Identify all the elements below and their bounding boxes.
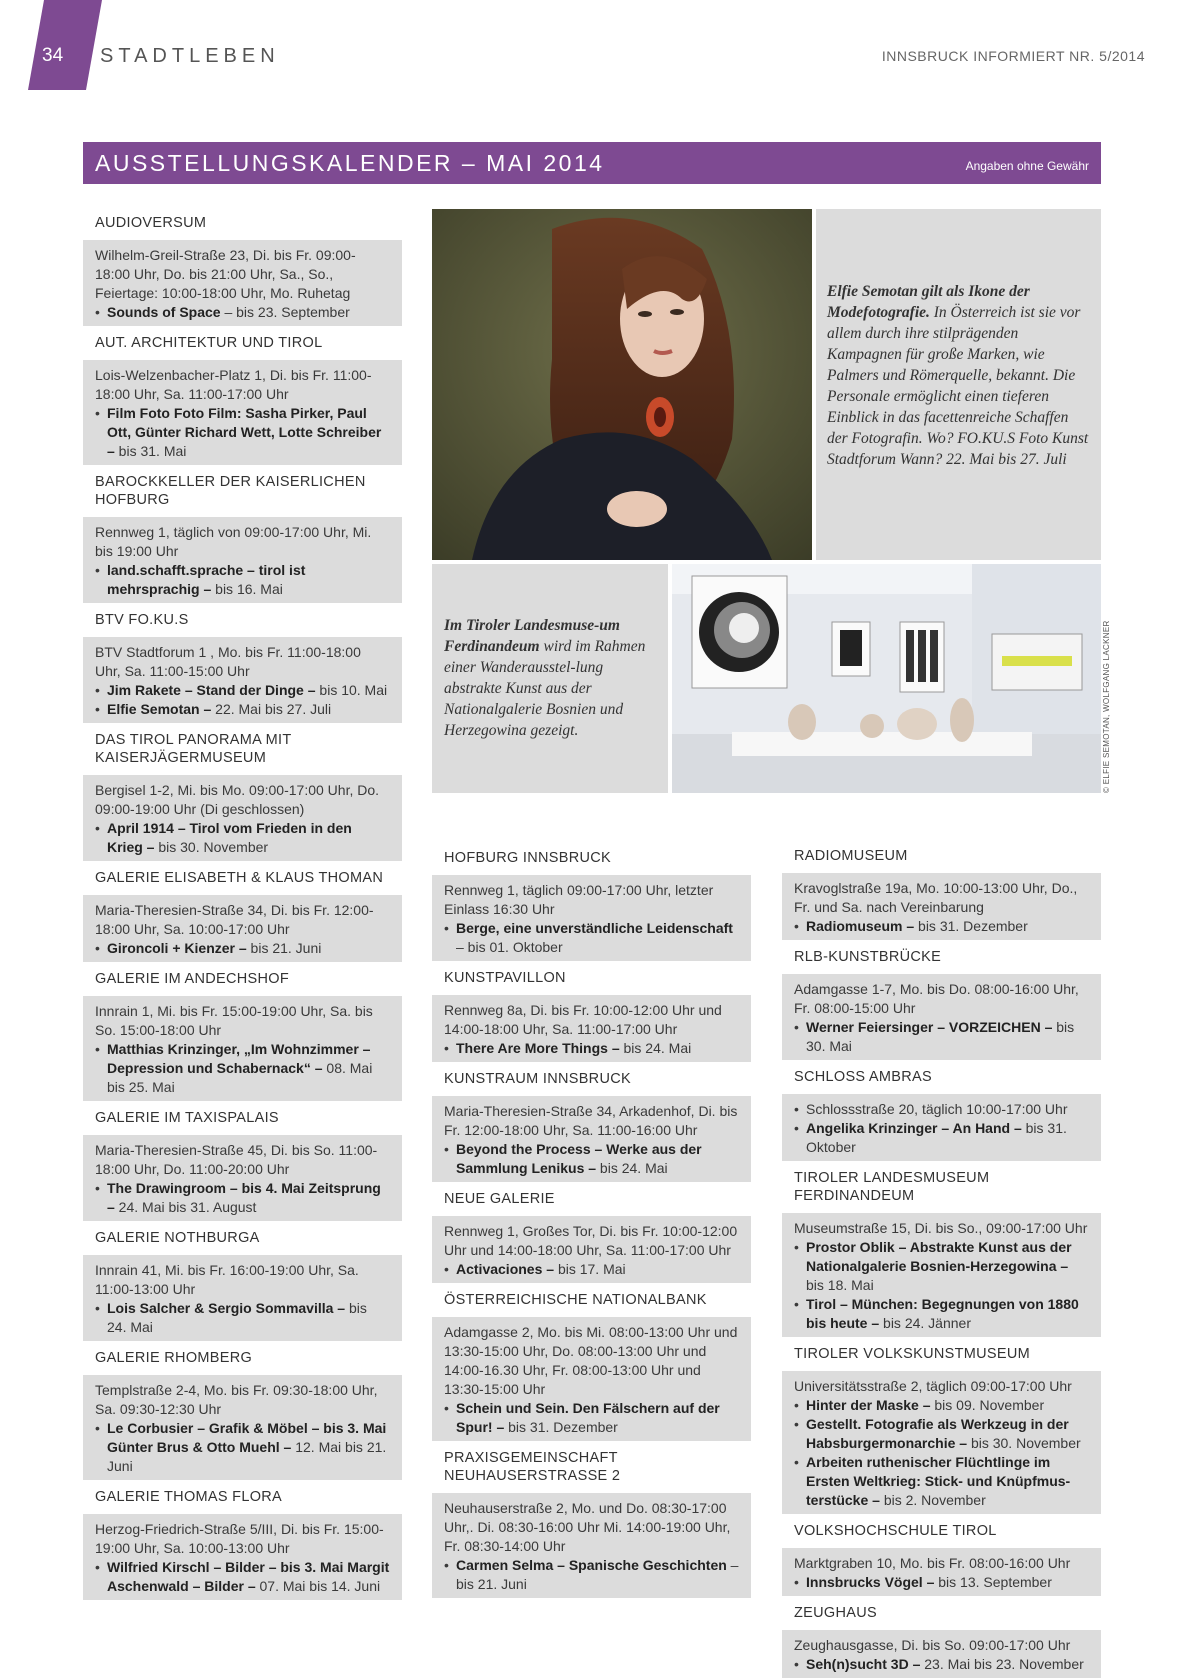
bullet: • bbox=[794, 1019, 799, 1035]
venue-info: Maria-Theresien-Straße 34, Arkadenhof, Di. bis Fr. 12:00-18:00 Uhr, Sa. 11:00-16:00 Uhr bbox=[444, 1103, 738, 1138]
exhibition-title: Film Foto Foto Film: Sasha Pirker, Paul Ott, Günter Richard Wett, Lotte Schreiber – bbox=[107, 405, 382, 459]
portrait-illustration bbox=[432, 209, 812, 560]
venue-info: Neuhauserstraße 2, Mo. und Do. 08:30-17:00 Uhr,. Di. 08:30-16:00 Uhr Mi. 14:00-19:00 Uhr, Fr. 08:30-14:00 Uhr bbox=[444, 1500, 731, 1554]
venue-info: Museumstraße 15, Di. bis So., 09:00-17:00 Uhr bbox=[794, 1220, 1088, 1236]
exhibition-date: bis 30. November bbox=[154, 839, 269, 855]
venue-details bbox=[782, 1371, 1101, 1514]
venue-info: Innrain 41, Mi. bis Fr. 16:00-19:00 Uhr, Sa. 11:00-13:00 Uhr bbox=[95, 1262, 359, 1297]
venue-details bbox=[83, 1255, 402, 1341]
exhibition-item bbox=[95, 1299, 390, 1337]
venue-info: Herzog-Friedrich-Straße 5/III, Di. bis Fr. 15:00-19:00 Uhr, Sa. 10:00-13:00 Uhr bbox=[95, 1521, 384, 1556]
venue-info: Kravoglstraße 19a, Mo. 10:00-13:00 Uhr, Do., Fr. und Sa. nach Vereinbarung bbox=[794, 880, 1078, 915]
exhibition-item bbox=[794, 1295, 1089, 1333]
exhibition-title: Matthias Krinzinger, „Im Wohnzimmer – Depression und Schabernack“ – bbox=[107, 1041, 371, 1076]
bullet: • bbox=[444, 1557, 449, 1573]
exhibition-item bbox=[95, 939, 390, 958]
venue-entry bbox=[432, 1190, 751, 1283]
exhibition-title: Beyond the Process – Werke aus der Sammlung Lenikus – bbox=[456, 1141, 702, 1176]
venue-entry bbox=[782, 1345, 1101, 1514]
venue-details bbox=[782, 1213, 1101, 1337]
venue-entry bbox=[782, 1604, 1101, 1678]
venue-details bbox=[83, 775, 402, 861]
exhibition-item bbox=[794, 1119, 1089, 1157]
exhibition-date: bis 09. November bbox=[930, 1397, 1045, 1413]
elfie-caption bbox=[816, 209, 1101, 560]
venue-name: AUT. ARCHITEKTUR UND TIROL bbox=[95, 335, 323, 351]
exhibition-title: Gironcoli + Kienzer – bbox=[107, 940, 247, 956]
venue-name: GALERIE ELISABETH & KLAUS THOMAN bbox=[95, 870, 384, 886]
exhibition-item bbox=[95, 700, 390, 719]
exhibition-item bbox=[444, 919, 739, 957]
exhibition-item bbox=[794, 1100, 1089, 1119]
venue-details bbox=[432, 1216, 751, 1283]
exhibition-item bbox=[95, 561, 390, 599]
exhibition-title: Lois Salcher & Sergio Sommavilla – bbox=[107, 1300, 346, 1316]
issue-label: INNSBRUCK INFORMIERT NR. 5/2014 bbox=[881, 48, 1145, 64]
venue-entry bbox=[432, 849, 751, 961]
venue-details bbox=[432, 1096, 751, 1182]
exhibition-item bbox=[794, 1238, 1089, 1295]
venue-details bbox=[782, 1630, 1101, 1678]
exhibition-item bbox=[794, 917, 1089, 936]
venue-details bbox=[432, 1493, 751, 1598]
venue-entry bbox=[83, 1109, 402, 1221]
venue-info: Bergisel 1-2, Mi. bis Mo. 09:00-17:00 Uhr, Do. 09:00-19:00 Uhr (Di geschlossen) bbox=[95, 782, 380, 817]
exhibition-text bbox=[107, 561, 390, 599]
exhibition-title: Carmen Selma – Spanische Geschichten bbox=[456, 1557, 727, 1573]
venue-details bbox=[782, 1094, 1101, 1161]
exhibition-date: bis 24. Mai bbox=[619, 1040, 692, 1056]
bullet: • bbox=[95, 562, 100, 578]
venue-entry bbox=[782, 1522, 1101, 1596]
venue-details bbox=[782, 974, 1101, 1060]
venue-info: Lois-Welzenbacher-Platz 1, Di. bis Fr. 11:00-18:00 Uhr, Sa. 11:00-17:00 Uhr bbox=[95, 367, 372, 402]
exhibition-date: bis 30. November bbox=[967, 1435, 1081, 1451]
exhibition-text bbox=[806, 1295, 1089, 1333]
elfie-semotan-photo bbox=[432, 209, 812, 560]
exhibition-text bbox=[107, 303, 350, 322]
venue-details bbox=[83, 1514, 402, 1600]
venue-entry bbox=[83, 611, 402, 723]
exhibition-date: – bis 21. Juni bbox=[456, 1557, 739, 1592]
exhibition-text bbox=[107, 1419, 390, 1476]
bullet: • bbox=[794, 1296, 799, 1312]
bullet: • bbox=[794, 1454, 799, 1470]
venue-name: AUDIOVERSUM bbox=[95, 215, 207, 231]
calendar-banner bbox=[83, 142, 1101, 184]
bullet: • bbox=[794, 1239, 799, 1255]
exhibition-date: 24. Mai bis 31. August bbox=[114, 1199, 257, 1215]
exhibition-title: Arbeiten ruthenischer Flüchtlinge im Ersten Weltkrieg: Stick- und Knüpfmus-terstücke – bbox=[806, 1454, 1071, 1508]
exhibition-item bbox=[444, 1556, 739, 1594]
venue-entry bbox=[83, 1349, 402, 1480]
exhibition-text bbox=[806, 1453, 1089, 1510]
venue-name: ZEUGHAUS bbox=[794, 1605, 877, 1621]
exhibition-title: Prostor Oblik – Abstrakte Kunst aus der Nationalgalerie Bosnien-Herzegowina – bbox=[806, 1239, 1072, 1274]
exhibition-title: Hinter der Maske – bbox=[806, 1397, 931, 1413]
bullet: • bbox=[95, 1559, 100, 1575]
bullet: • bbox=[444, 1040, 449, 1056]
venue-name: GALERIE THOMAS FLORA bbox=[95, 1489, 283, 1505]
bullet: • bbox=[794, 1574, 799, 1590]
exhibition-title: Gestellt. Fotografie als Werkzeug in der Habsburgermonarchie – bbox=[806, 1416, 1069, 1451]
venue-name: ÖSTERREICHISCHE NATIONALBANK bbox=[444, 1292, 707, 1308]
banner-note: Angaben ohne Gewähr bbox=[965, 159, 1089, 173]
exhibition-item bbox=[95, 1419, 390, 1476]
exhibition-date: 12. Mai bis 21. Juni bbox=[107, 1439, 387, 1474]
exhibition-text bbox=[107, 939, 321, 958]
exhibition-title: There Are More Things – bbox=[456, 1040, 620, 1056]
venue-entry bbox=[432, 1291, 751, 1441]
exhibition-text bbox=[107, 404, 390, 461]
exhibition-date: bis 30. Mai bbox=[806, 1019, 1075, 1054]
venue-entry bbox=[782, 1068, 1101, 1161]
exhibition-date: bis 16. Mai bbox=[211, 581, 283, 597]
exhibition-text bbox=[806, 1655, 1084, 1674]
exhibition-text bbox=[456, 1039, 691, 1058]
exhibition-text bbox=[806, 1018, 1089, 1056]
venue-entry bbox=[83, 1229, 402, 1341]
venue-name: RADIOMUSEUM bbox=[794, 848, 908, 864]
venue-entry bbox=[83, 1488, 402, 1600]
exhibition-text bbox=[107, 1040, 390, 1097]
exhibition-item bbox=[794, 1018, 1089, 1056]
exhibition-date: 08. Mai bis 25. Mai bbox=[107, 1060, 373, 1095]
exhibition-item bbox=[95, 303, 390, 322]
exhibition-date: bis 18. Mai bbox=[806, 1277, 874, 1293]
bullet: • bbox=[794, 1120, 799, 1136]
exhibition-text bbox=[107, 1179, 390, 1217]
venue-entry bbox=[782, 1169, 1101, 1337]
venue-entry bbox=[432, 969, 751, 1062]
exhibition-text bbox=[107, 819, 390, 857]
bullet: • bbox=[95, 1180, 100, 1196]
exhibition-title: The Drawingroom – bis 4. Mai Zeitsprung – bbox=[107, 1180, 381, 1215]
column-middle bbox=[432, 841, 751, 1598]
venue-entry bbox=[432, 1070, 751, 1182]
venue-name: HOFBURG INNSBRUCK bbox=[444, 850, 612, 866]
exhibition-item bbox=[794, 1415, 1089, 1453]
exhibition-date: bis 24. Jänner bbox=[879, 1315, 971, 1331]
venue-details bbox=[432, 1317, 751, 1441]
venue-details bbox=[83, 895, 402, 962]
exhibition-item bbox=[95, 404, 390, 461]
venue-entry bbox=[432, 1449, 751, 1598]
exhibition-date: bis 2. November bbox=[879, 1492, 986, 1508]
venue-details bbox=[83, 1375, 402, 1480]
exhibition-item bbox=[95, 819, 390, 857]
venue-info: BTV Stadtforum 1 , Mo. bis Fr. 11:00-18:00 Uhr, Sa. 11:00-15:00 Uhr bbox=[95, 644, 361, 679]
exhibition-text bbox=[107, 1299, 390, 1337]
venue-info: Zeughausgasse, Di. bis So. 09:00-17:00 Uhr bbox=[794, 1637, 1071, 1653]
exhibition-item bbox=[794, 1655, 1089, 1674]
bullet: • bbox=[95, 1041, 100, 1057]
exhibition-date: bis 31. Dezember bbox=[914, 918, 1028, 934]
venue-info: Templstraße 2-4, Mo. bis Fr. 09:30-18:00 Uhr, Sa. 09:30-12:30 Uhr bbox=[95, 1382, 378, 1417]
banner-title: AUSSTELLUNGSKALENDER – MAI 2014 bbox=[95, 150, 605, 176]
bullet: • bbox=[794, 918, 799, 934]
venue-info: Rennweg 1, Großes Tor, Di. bis Fr. 10:00-12:00 Uhr und 14:00-18:00 Uhr, Sa. 11:00-17:00 Uhr bbox=[444, 1223, 738, 1258]
venue-name: TIROLER LANDESMUSEUM FERDINANDEUM bbox=[794, 1170, 990, 1204]
ferdinandeum-caption-text: wird im Rahmen einer Wanderausstel-lung abstrakte Kunst aus der Nationalgalerie Bosnien und Herzegowina gezeigt. bbox=[444, 638, 646, 739]
ferdinandeum-caption bbox=[432, 564, 668, 793]
venue-info: Universitätsstraße 2, täglich 09:00-17:00 Uhr bbox=[794, 1378, 1072, 1394]
exhibition-text bbox=[806, 1573, 1052, 1592]
venue-details bbox=[432, 995, 751, 1062]
bullet: • bbox=[794, 1656, 799, 1672]
venue-info: Adamgasse 2, Mo. bis Mi. 08:00-13:00 Uhr und 13:30-15:00 Uhr, Do. 08:00-13:00 Uhr und 14:00-16.30 Uhr, Fr. 08:00-13:00 Uhr und 13:30-15:00 Uhr bbox=[444, 1324, 738, 1397]
column-right bbox=[782, 839, 1101, 1678]
exhibition-title: Radiomuseum – bbox=[806, 918, 915, 934]
exhibition-date: bis 31. Oktober bbox=[806, 1120, 1067, 1155]
exhibition-title: Sounds of Space bbox=[107, 304, 221, 320]
venue-name: BAROCKKELLER DER KAISERLICHEN HOFBURG bbox=[95, 474, 366, 508]
venue-name: NEUE GALERIE bbox=[444, 1191, 555, 1207]
venue-entry bbox=[782, 948, 1101, 1060]
exhibition-item bbox=[95, 1179, 390, 1217]
venue-name: KUNSTPAVILLON bbox=[444, 970, 566, 986]
gallery-photo bbox=[672, 564, 1101, 793]
venue-name: GALERIE RHOMBERG bbox=[95, 1350, 253, 1366]
exhibition-title: Activaciones – bbox=[456, 1261, 555, 1277]
exhibition-item bbox=[794, 1573, 1089, 1592]
exhibition-text bbox=[107, 681, 387, 700]
exhibition-item bbox=[95, 1040, 390, 1097]
bullet: • bbox=[95, 682, 100, 698]
exhibition-text bbox=[806, 1100, 1067, 1119]
venue-info: Rennweg 1, täglich von 09:00-17:00 Uhr, Mi. bis 19:00 Uhr bbox=[95, 524, 372, 559]
venue-details bbox=[432, 875, 751, 961]
exhibition-title: Elfie Semotan – bbox=[107, 701, 212, 717]
venue-info: Wilhelm-Greil-Straße 23, Di. bis Fr. 09:00-18:00 Uhr, Do. bis 21:00 Uhr, Sa., So., Feiertage: 10:00-18:00 Uhr, Mo. Ruhetag bbox=[95, 247, 356, 301]
exhibition-text bbox=[107, 1558, 390, 1596]
exhibition-text bbox=[456, 1260, 626, 1279]
bullet: • bbox=[95, 701, 100, 717]
column-left bbox=[83, 206, 402, 1600]
exhibition-date: 23. Mai bis 23. November bbox=[920, 1656, 1084, 1672]
exhibition-item bbox=[444, 1140, 739, 1178]
exhibition-item bbox=[444, 1260, 739, 1279]
venue-name: GALERIE IM ANDECHSHOF bbox=[95, 971, 290, 987]
bullet: • bbox=[444, 920, 449, 936]
exhibition-text bbox=[456, 919, 739, 957]
exhibition-text bbox=[456, 1399, 739, 1437]
exhibition-title: Jim Rakete – Stand der Dinge – bbox=[107, 682, 316, 698]
exhibition-date: 07. Mai bis 14. Juni bbox=[255, 1578, 381, 1594]
venue-details bbox=[782, 1548, 1101, 1596]
bullet: • bbox=[444, 1141, 449, 1157]
exhibition-date: – bis 23. September bbox=[220, 304, 350, 320]
venue-info: Rennweg 1, täglich 09:00-17:00 Uhr, letzter Einlass 16:30 Uhr bbox=[444, 882, 714, 917]
venue-name: TIROLER VOLKSKUNSTMUSEUM bbox=[794, 1346, 1031, 1362]
venue-name: BTV FO.KU.S bbox=[95, 612, 189, 628]
exhibition-text bbox=[806, 1238, 1089, 1295]
exhibition-text bbox=[806, 1119, 1089, 1157]
page-tab bbox=[28, 0, 102, 90]
exhibition-title: Tirol – München: Begegnungen von 1880 bis heute – bbox=[806, 1296, 1079, 1331]
venue-name: KUNSTRAUM INNSBRUCK bbox=[444, 1071, 631, 1087]
venue-info: Maria-Theresien-Straße 34, Di. bis Fr. 12:00-18:00 Uhr, Sa. 10:00-17:00 Uhr bbox=[95, 902, 374, 937]
venue-info: Maria-Theresien-Straße 45, Di. bis So. 11:00-18:00 Uhr, Do. 11:00-20:00 Uhr bbox=[95, 1142, 378, 1177]
bullet: • bbox=[95, 1300, 100, 1316]
venue-details bbox=[782, 873, 1101, 940]
bullet: • bbox=[794, 1416, 799, 1432]
venue-entry bbox=[83, 869, 402, 962]
exhibition-title: Seh(n)sucht 3D – bbox=[806, 1656, 921, 1672]
exhibition-title: Schein und Sein. Den Fälschern auf der Spur! – bbox=[456, 1400, 720, 1435]
exhibition-text bbox=[456, 1140, 739, 1178]
exhibition-title: Innsbrucks Vögel – bbox=[806, 1574, 935, 1590]
exhibition-date: bis 24. Mai bbox=[596, 1160, 668, 1176]
bullet: • bbox=[444, 1400, 449, 1416]
exhibition-item bbox=[95, 681, 390, 700]
photo-credit: © ELFIE SEMOTAN, WOLFGANG LACKNER bbox=[1102, 620, 1111, 793]
bullet: • bbox=[95, 1420, 100, 1436]
venue-details bbox=[83, 517, 402, 603]
exhibition-item bbox=[444, 1399, 739, 1437]
exhibition-text bbox=[107, 700, 331, 719]
venue-name: GALERIE IM TAXISPALAIS bbox=[95, 1110, 279, 1126]
venue-name: VOLKSHOCHSCHULE TIROL bbox=[794, 1523, 997, 1539]
exhibition-title: April 1914 – Tirol vom Frieden in den Krieg – bbox=[107, 820, 352, 855]
bullet: • bbox=[444, 1261, 449, 1277]
venue-entry bbox=[83, 214, 402, 326]
exhibition-title: Werner Feiersinger – VORZEICHEN – bbox=[806, 1019, 1053, 1035]
venue-details bbox=[83, 996, 402, 1101]
venue-name: RLB-KUNSTBRÜCKE bbox=[794, 949, 942, 965]
venue-entry bbox=[83, 334, 402, 465]
venue-entry bbox=[83, 970, 402, 1101]
venue-info: Adamgasse 1-7, Mo. bis Do. 08:00-16:00 Uhr, Fr. 08:00-15:00 Uhr bbox=[794, 981, 1079, 1016]
exhibition-text bbox=[456, 1556, 739, 1594]
venue-info: Innrain 1, Mi. bis Fr. 15:00-19:00 Uhr, Sa. bis So. 15:00-18:00 Uhr bbox=[95, 1003, 373, 1038]
venue-details bbox=[83, 637, 402, 723]
exhibition-title: Angelika Krinzinger – An Hand – bbox=[806, 1120, 1022, 1136]
bullet: • bbox=[95, 304, 100, 320]
exhibition-date: bis 13. September bbox=[934, 1574, 1052, 1590]
bullet: • bbox=[95, 405, 100, 421]
venue-details bbox=[83, 1135, 402, 1221]
exhibition-text bbox=[806, 1396, 1044, 1415]
exhibition-title: Le Corbusier – Grafik & Möbel – bis 3. Mai Günter Brus & Otto Muehl – bbox=[107, 1420, 387, 1455]
exhibition-item bbox=[444, 1039, 739, 1058]
exhibition-date: bis 24. Mai bbox=[107, 1300, 367, 1335]
venue-name: DAS TIROL PANORAMA MIT KAISERJÄGERMUSEUM bbox=[95, 732, 292, 766]
venue-entry bbox=[83, 473, 402, 603]
exhibition-item bbox=[794, 1453, 1089, 1510]
gallery-illustration bbox=[672, 564, 1101, 793]
venue-name: SCHLOSS AMBRAS bbox=[794, 1069, 932, 1085]
section-title: STADTLEBEN bbox=[100, 45, 280, 67]
venue-info: Rennweg 8a, Di. bis Fr. 10:00-12:00 Uhr und 14:00-18:00 Uhr, Sa. 11:00-17:00 Uhr bbox=[444, 1002, 722, 1037]
venue-name: PRAXISGEMEINSCHAFT NEUHAUSERSTRASSE 2 bbox=[444, 1450, 621, 1484]
exhibition-item bbox=[95, 1558, 390, 1596]
page-number: 34 bbox=[42, 45, 64, 66]
exhibition-date: – bis 01. Oktober bbox=[456, 939, 563, 955]
exhibition-title: Wilfried Kirschl – Bilder – bis 3. Mai Margit Aschenwald – Bilder – bbox=[107, 1559, 390, 1594]
venue-info: Marktgraben 10, Mo. bis Fr. 08:00-16:00 Uhr bbox=[794, 1555, 1071, 1571]
bullet: • bbox=[794, 1101, 799, 1117]
venue-details bbox=[83, 240, 402, 326]
ferdinandeum-caption-lead: Im Tiroler Landesmuse-um Ferdinandeum bbox=[444, 617, 620, 655]
exhibition-date: bis 31. Mai bbox=[114, 443, 187, 459]
bullet: • bbox=[794, 1397, 799, 1413]
venue-entry bbox=[782, 847, 1101, 940]
exhibition-date: bis 21. Juni bbox=[246, 940, 322, 956]
bullet: • bbox=[95, 820, 100, 836]
exhibition-text bbox=[806, 917, 1028, 936]
venue-entry bbox=[83, 731, 402, 861]
exhibition-item bbox=[794, 1396, 1089, 1415]
exhibition-date: 22. Mai bis 27. Juli bbox=[211, 701, 332, 717]
elfie-caption-text: In Österreich ist sie vor allem durch ihre stilprägenden Kampagnen für große Marken, wie Palmers und Römerquelle, bekannt. Die Personale ermöglicht einen tieferen Einblick in das facettenreiche Schaffen der Fotografin. Wo? FO.KU.S Foto Kunst Stadtforum Wann? 22. Mai bis 27. Juli bbox=[827, 304, 1089, 468]
exhibition-text bbox=[806, 1415, 1089, 1453]
exhibition-title: Berge, eine unverständliche Leidenschaft bbox=[456, 920, 733, 936]
exhibition-title: land.schafft.sprache – tirol ist mehrsprachig – bbox=[107, 562, 306, 597]
exhibition-date: bis 31. Dezember bbox=[504, 1419, 618, 1435]
exhibition-date: Schlossstraße 20, täglich 10:00-17:00 Uhr bbox=[806, 1101, 1068, 1117]
exhibition-date: bis 10. Mai bbox=[315, 682, 388, 698]
venue-details bbox=[83, 360, 402, 465]
elfie-caption-lead: Elfie Semotan gilt als Ikone der Modefotografie. bbox=[827, 283, 1030, 321]
venue-name: GALERIE NOTHBURGA bbox=[95, 1230, 260, 1246]
exhibition-date: bis 17. Mai bbox=[554, 1261, 626, 1277]
bullet: • bbox=[95, 940, 100, 956]
